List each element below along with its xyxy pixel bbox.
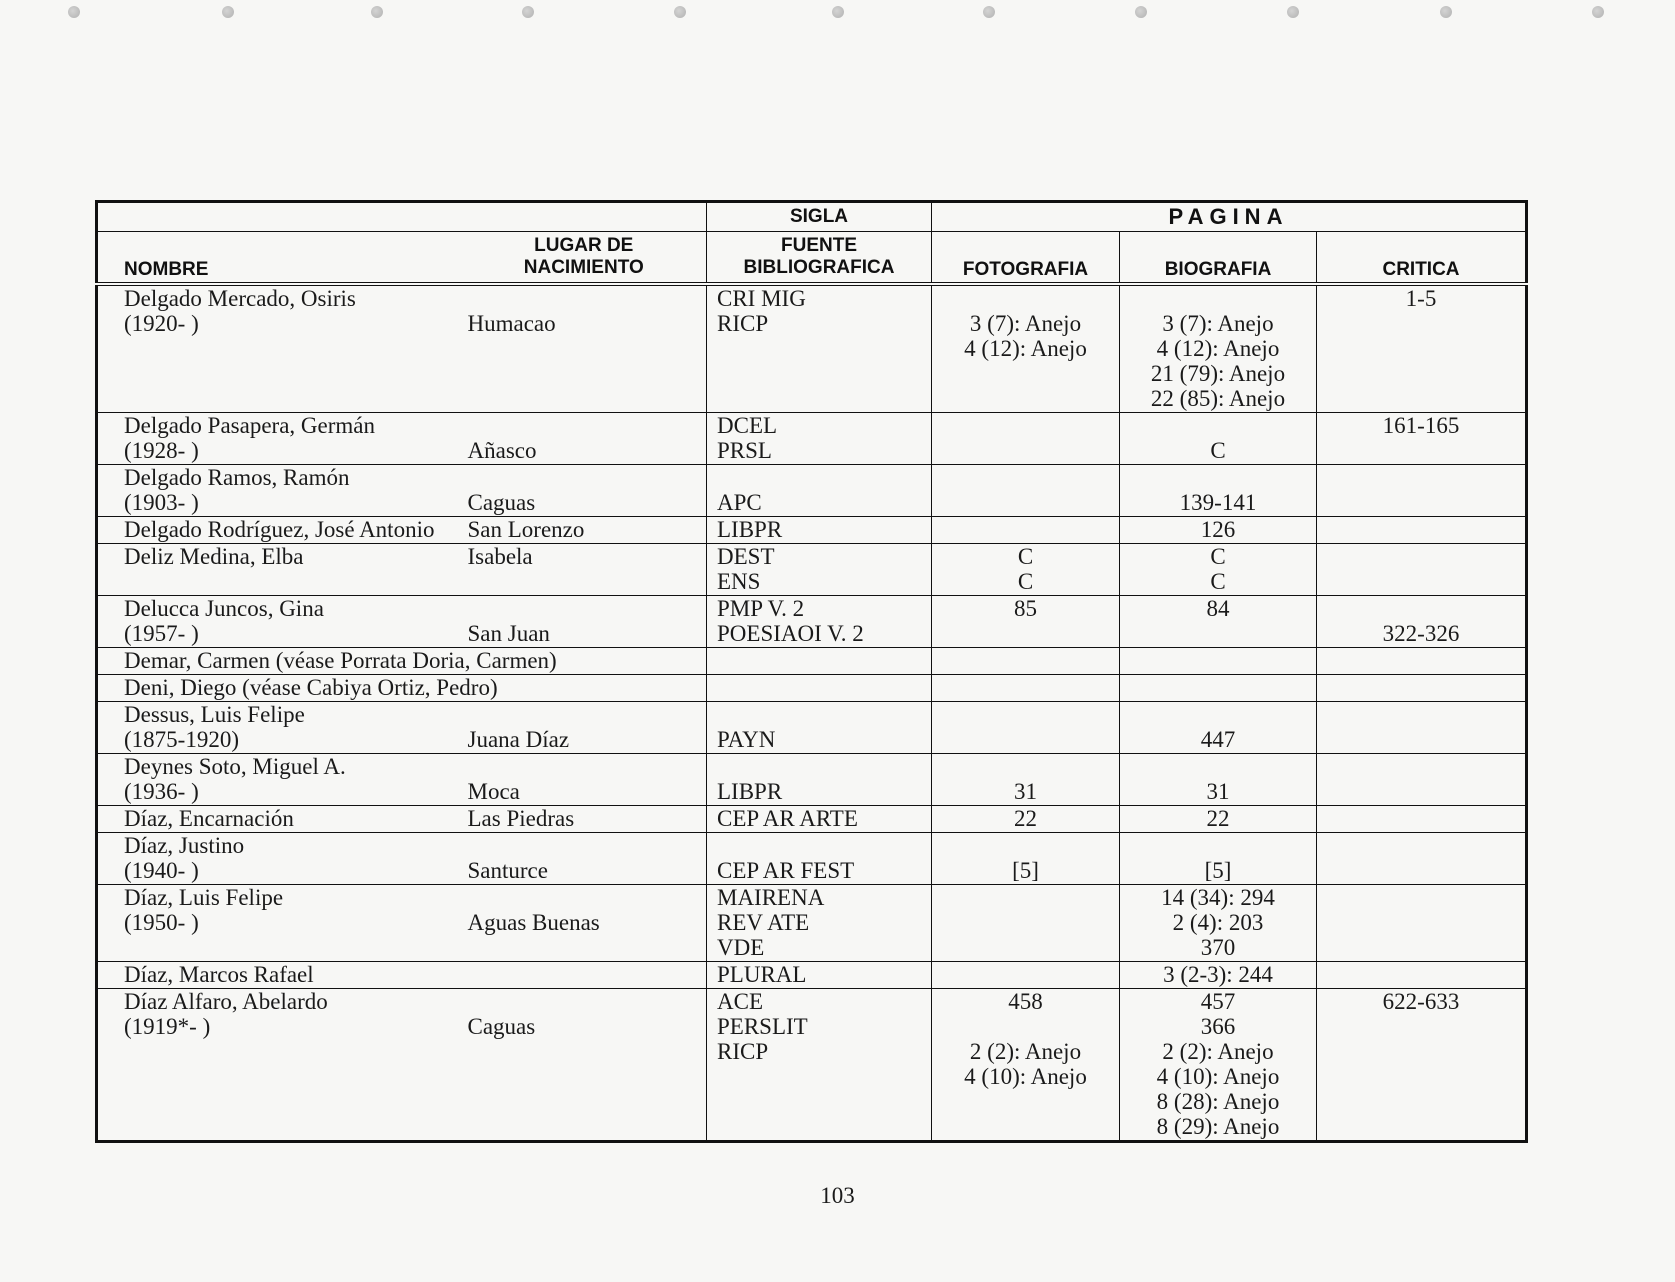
lugar-cell — [462, 544, 707, 596]
cell-line: 3 (7): Anejo — [1162, 311, 1274, 336]
cell-line: ACE — [717, 989, 763, 1014]
lugar-cell — [462, 596, 707, 648]
cell-line: 2 (2): Anejo — [1162, 1039, 1274, 1064]
cell-line: 622-633 — [1382, 989, 1460, 1014]
biografia-cell — [1120, 596, 1317, 648]
table-row — [97, 465, 1527, 517]
fuente-cell — [707, 833, 932, 885]
critica-cell — [1317, 702, 1527, 754]
fuente-cell — [707, 596, 932, 648]
nombre-cell — [97, 413, 462, 465]
cell-line: Delgado Rodríguez, José Antonio — [124, 517, 435, 542]
nombre-cell — [97, 544, 462, 596]
cell-line: 4 (12): Anejo — [964, 336, 1087, 361]
fotografia-cell — [932, 648, 1120, 675]
biografia-cell — [1120, 517, 1317, 544]
lugar-cell — [462, 754, 707, 806]
cell-line: Demar, Carmen (véase Porrata Doria, Carmen) — [124, 648, 557, 673]
nombre-cell — [97, 989, 462, 1142]
cell-line: 322-326 — [1382, 621, 1460, 646]
table-row — [97, 413, 1527, 465]
cell-line: REV ATE — [717, 910, 810, 935]
cell-line: Caguas — [467, 490, 536, 515]
fuente-cell — [707, 544, 932, 596]
cell-line: 31 — [1206, 779, 1230, 804]
cell-line: Dessus, Luis Felipe — [124, 702, 305, 727]
critica-cell — [1317, 989, 1527, 1142]
cell-line: (1957- ) — [124, 621, 199, 646]
table-row — [97, 754, 1527, 806]
table-row — [97, 989, 1527, 1142]
cell-line: C — [1017, 569, 1034, 594]
nombre-cell — [97, 962, 462, 989]
table-row — [97, 517, 1527, 544]
header-blank — [97, 202, 707, 232]
critica-cell — [1317, 544, 1527, 596]
fuente-cell — [707, 989, 932, 1142]
cell-line: PRSL — [717, 438, 772, 463]
lugar-cell — [462, 284, 707, 413]
cell-line: CEP AR ARTE — [717, 806, 858, 831]
fuente-cell — [707, 648, 932, 675]
header-fuente — [707, 232, 932, 285]
biografia-cell — [1120, 833, 1317, 885]
cell-line: PAYN — [717, 727, 776, 752]
table-row — [97, 962, 1527, 989]
cell-line: (1936- ) — [124, 779, 199, 804]
critica-cell — [1317, 465, 1527, 517]
header-lugar-line2: NACIMIENTO — [523, 257, 644, 278]
table-row — [97, 284, 1527, 413]
cell-line: Deliz Medina, Elba — [124, 544, 304, 569]
cell-line: LIBPR — [717, 779, 783, 804]
fotografia-cell — [932, 596, 1120, 648]
cell-line: 8 (28): Anejo — [1156, 1089, 1280, 1114]
critica-cell — [1317, 413, 1527, 465]
cell-line: [5] — [1204, 858, 1232, 883]
cell-line: 14 (34): 294 — [1161, 885, 1275, 910]
cell-line: CEP AR FEST — [717, 858, 855, 883]
cell-line: 85 — [1014, 596, 1037, 621]
cell-line: POESIAOI V. 2 — [717, 621, 864, 646]
page-number: 103 — [820, 1183, 855, 1208]
fotografia-cell — [932, 833, 1120, 885]
cell-line: 2 (2): Anejo — [969, 1039, 1082, 1064]
cell-line: Las Piedras — [467, 806, 575, 831]
cell-line: PLURAL — [717, 962, 807, 987]
cell-line: (1950- ) — [124, 910, 199, 935]
lugar-cell — [462, 885, 707, 962]
fotografia-cell — [932, 544, 1120, 596]
cell-line: (1919*- ) — [124, 1014, 211, 1039]
fuente-cell — [707, 754, 932, 806]
cell-line: DEST — [717, 544, 775, 569]
header-fotografia: FOTOGRAFIA — [932, 232, 1120, 285]
fuente-cell — [707, 465, 932, 517]
biografia-cell — [1120, 962, 1317, 989]
cell-line: Añasco — [467, 438, 537, 463]
cell-line: 22 (85): Anejo — [1150, 386, 1286, 411]
lugar-cell — [462, 962, 707, 989]
fotografia-cell — [932, 989, 1120, 1142]
fuente-cell — [707, 806, 932, 833]
fotografia-cell — [932, 284, 1120, 413]
fotografia-cell — [932, 517, 1120, 544]
nombre-cell — [97, 754, 462, 806]
table-row — [97, 648, 1527, 675]
cell-line: (1903- ) — [124, 490, 199, 515]
header-lugar — [462, 232, 707, 285]
header-pagina: PAGINA — [932, 202, 1527, 232]
cell-line: DCEL — [717, 413, 778, 438]
fotografia-cell — [932, 465, 1120, 517]
critica-cell — [1317, 596, 1527, 648]
biografia-cell — [1120, 702, 1317, 754]
nombre-cell — [97, 517, 462, 544]
critica-cell — [1317, 754, 1527, 806]
cell-line: Humacao — [467, 311, 556, 336]
cell-line: ENS — [717, 569, 761, 594]
nombre-cell — [97, 675, 498, 702]
header-critica: CRITICA — [1317, 232, 1527, 285]
fuente-cell — [707, 675, 932, 702]
cell-line: 22 — [1014, 806, 1037, 831]
table-row — [97, 885, 1527, 962]
biografia-cell — [1120, 885, 1317, 962]
cell-line: Díaz, Marcos Rafael — [124, 962, 314, 987]
cell-line: 4 (12): Anejo — [1156, 336, 1280, 361]
fotografia-cell — [932, 754, 1120, 806]
cell-line: 447 — [1200, 727, 1236, 752]
cell-line: Deni, Diego (véase Cabiya Ortiz, Pedro) — [124, 675, 498, 700]
lugar-cell — [462, 702, 707, 754]
cell-line: 4 (10): Anejo — [964, 1064, 1087, 1089]
cell-line: Díaz, Encarnación — [124, 806, 294, 831]
cell-line: Isabela — [467, 544, 533, 569]
cell-line: Delgado Pasapera, Germán — [124, 413, 375, 438]
cell-line: Santurce — [467, 858, 548, 883]
lugar-cell — [462, 833, 707, 885]
cell-line: 1-5 — [1405, 286, 1437, 311]
nombre-cell — [97, 648, 557, 675]
cell-line: Delucca Juncos, Gina — [124, 596, 324, 621]
biografia-cell — [1120, 648, 1317, 675]
cell-line: Deynes Soto, Miguel A. — [124, 754, 346, 779]
lugar-cell — [462, 413, 707, 465]
cell-line: 8 (29): Anejo — [1156, 1114, 1280, 1139]
bibliography-table — [95, 200, 1528, 1143]
biografia-cell — [1120, 806, 1317, 833]
cell-line: 84 — [1206, 596, 1230, 621]
cell-line: 21 (79): Anejo — [1150, 361, 1286, 386]
table-row — [97, 702, 1527, 754]
biografia-cell — [1120, 413, 1317, 465]
table-row — [97, 806, 1527, 833]
table-row — [97, 596, 1527, 648]
header-sigla: SIGLA — [707, 202, 932, 232]
cell-line: 2 (4): 203 — [1172, 910, 1264, 935]
cell-line: Caguas — [467, 1014, 536, 1039]
bibliography-table-container — [95, 200, 1525, 1143]
lugar-cell — [462, 517, 707, 544]
nombre-cell — [97, 702, 462, 754]
critica-cell — [1317, 833, 1527, 885]
biografia-cell — [1120, 675, 1317, 702]
table-row — [97, 675, 1527, 702]
cell-line: (1875-1920) — [124, 727, 239, 752]
cell-line: 457 — [1200, 989, 1236, 1014]
biografia-cell — [1120, 754, 1317, 806]
cell-line: 458 — [1008, 989, 1043, 1014]
biografia-cell — [1120, 284, 1317, 413]
cell-line: 4 (10): Anejo — [1156, 1064, 1280, 1089]
cell-line: LIBPR — [717, 517, 783, 542]
fotografia-cell — [932, 962, 1120, 989]
header-nombre: NOMBRE — [97, 232, 462, 285]
lugar-cell — [462, 989, 707, 1142]
nombre-cell — [97, 806, 462, 833]
cell-line: (1920- ) — [124, 311, 199, 336]
fuente-cell — [707, 702, 932, 754]
cell-line: MAIRENA — [717, 885, 825, 910]
biografia-cell — [1120, 989, 1317, 1142]
cell-line: PERSLIT — [717, 1014, 808, 1039]
cell-line: C — [1210, 544, 1226, 569]
cell-line: 3 (2-3): 244 — [1163, 962, 1273, 987]
cell-line: PMP V. 2 — [717, 596, 805, 621]
fotografia-cell — [932, 702, 1120, 754]
cell-line: Moca — [467, 779, 520, 804]
cell-line: Aguas Buenas — [467, 910, 600, 935]
cell-line: San Lorenzo — [467, 517, 585, 542]
critica-cell — [1317, 675, 1527, 702]
fuente-cell — [707, 413, 932, 465]
nombre-cell — [97, 284, 462, 413]
lugar-cell — [462, 465, 707, 517]
critica-cell — [1317, 962, 1527, 989]
cell-line: CRI MIG — [717, 286, 806, 311]
critica-cell — [1317, 284, 1527, 413]
header-fuente-line2: BIBLIOGRAFICA — [743, 257, 895, 278]
critica-cell — [1317, 806, 1527, 833]
lugar-cell — [462, 675, 707, 702]
biografia-cell — [1120, 465, 1317, 517]
nombre-cell — [97, 885, 462, 962]
cell-line: Díaz Alfaro, Abelardo — [124, 989, 328, 1014]
cell-line: Díaz, Justino — [124, 833, 245, 858]
cell-line: C — [1017, 544, 1034, 569]
nombre-cell — [97, 833, 462, 885]
fotografia-cell — [932, 413, 1120, 465]
cell-line: 370 — [1200, 935, 1236, 960]
fotografia-cell — [932, 885, 1120, 962]
critica-cell — [1317, 885, 1527, 962]
cell-line: Díaz, Luis Felipe — [124, 885, 284, 910]
fuente-cell — [707, 885, 932, 962]
cell-line: RICP — [717, 311, 769, 336]
cell-line: Juana Díaz — [467, 727, 570, 752]
cell-line: VDE — [717, 935, 765, 960]
cell-line: San Juan — [467, 621, 550, 646]
cell-line: (1928- ) — [124, 438, 199, 463]
fuente-cell — [707, 517, 932, 544]
cell-line: Delgado Ramos, Ramón — [124, 465, 350, 490]
cell-line: C — [1210, 438, 1226, 463]
table-row — [97, 544, 1527, 596]
fotografia-cell — [932, 806, 1120, 833]
nombre-cell — [97, 596, 462, 648]
table-body — [97, 284, 1527, 1142]
cell-line: 139-141 — [1179, 490, 1257, 515]
cell-line: Delgado Mercado, Osiris — [124, 286, 356, 311]
cell-line: [5] — [1012, 858, 1039, 883]
fotografia-cell — [932, 675, 1120, 702]
cell-line: 161-165 — [1382, 413, 1460, 438]
cell-line: 3 (7): Anejo — [969, 311, 1082, 336]
critica-cell — [1317, 648, 1527, 675]
cell-line: 366 — [1200, 1014, 1236, 1039]
cell-line: RICP — [717, 1039, 769, 1064]
biografia-cell — [1120, 544, 1317, 596]
header-lugar-line1: LUGAR DE — [534, 235, 634, 256]
cell-line: C — [1210, 569, 1226, 594]
nombre-cell — [97, 465, 462, 517]
table-row — [97, 833, 1527, 885]
header-biografia: BIOGRAFIA — [1120, 232, 1317, 285]
fuente-cell — [707, 962, 932, 989]
critica-cell — [1317, 517, 1527, 544]
cell-line: (1940- ) — [124, 858, 199, 883]
cell-line: 22 — [1206, 806, 1230, 831]
fuente-cell — [707, 284, 932, 413]
lugar-cell — [462, 806, 707, 833]
cell-line: 31 — [1014, 779, 1037, 804]
cell-line: APC — [717, 490, 762, 515]
cell-line: 126 — [1200, 517, 1236, 542]
header-fuente-line1: FUENTE — [781, 235, 857, 256]
